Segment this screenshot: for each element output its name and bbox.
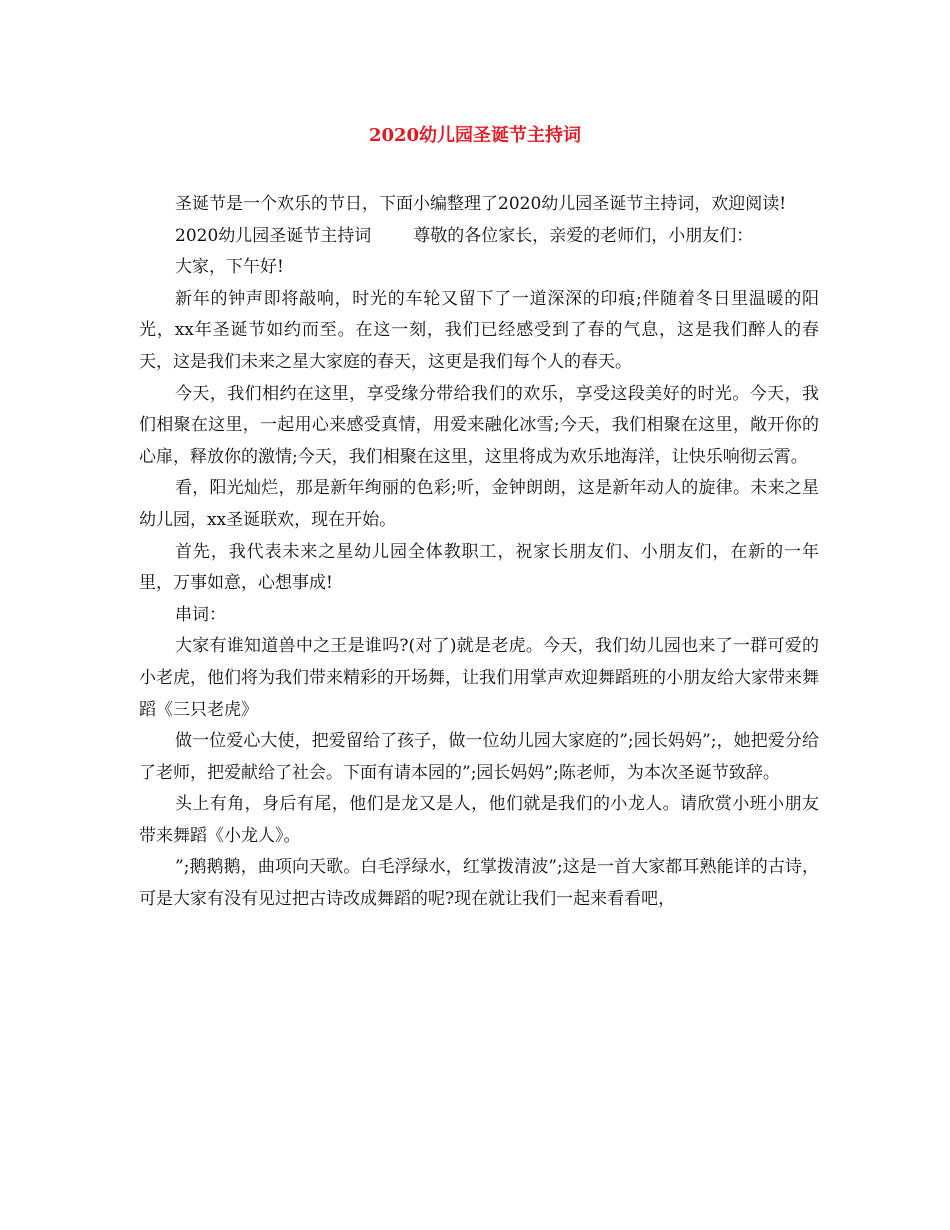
paragraph: 大家，下午好!: [175, 257, 284, 278]
heading-title-text: 2020幼儿园圣诞节主持词: [175, 225, 372, 246]
paragraph: 今天，我们相约在这里，享受缘分带给我们的欢乐，享受这段美好的时光。今天，我们相聚在这里，一起用心来感受真情，用爱来融化冰雪;今天，我们相聚在这里，敞开你的心扉，释放你的激情;今天，我们相聚在这里，这里将成为欢乐地海洋，让快乐响彻云霄。: [139, 383, 819, 467]
paragraph: 大家有谁知道兽中之王是谁吗?(对了)就是老虎。今天，我们幼儿园也来了一群可爱的小老虎，他们将为我们带来精彩的开场舞，让我们用掌声欢迎舞蹈班的小朋友给大家带来舞蹈《三只老虎》: [139, 636, 819, 720]
paragraph: 串词：: [175, 604, 226, 625]
intro-paragraph: 圣诞节是一个欢乐的节日，下面小编整理了2020幼儿园圣诞节主持词，欢迎阅读!: [175, 194, 787, 214]
greeting-text: 尊敬的各位家长，亲爱的老师们，小朋友们：: [413, 225, 754, 246]
document-body: [139, 189, 819, 916]
paragraph: 首先，我代表未来之星幼儿园全体教职工，祝家长朋友们、小朋友们，在新的一年里，万事如意，心想事成!: [139, 541, 819, 594]
paragraph: 看，阳光灿烂，那是新年绚丽的色彩;听，金钟朗朗，这是新年动人的旋律。未来之星幼儿园，xx圣诞联欢，现在开始。: [139, 478, 819, 530]
paragraph: 新年的钟声即将敲响，时光的车轮又留下了一道深深的印痕;伴随着冬日里温暖的阳光，xx年圣诞节如约而至。在这一刻，我们已经感受到了春的气息，这是我们醉人的春天，这是我们未来之星大家庭的春天，这更是我们每个人的春天。: [139, 288, 819, 372]
paragraph: 头上有角，身后有尾，他们是龙又是人，他们就是我们的小龙人。请欣赏小班小朋友带来舞蹈《小龙人》。: [139, 794, 819, 846]
paragraph: ”;鹅鹅鹅，曲项向天歌。白毛浮绿水，红掌拨清波”;这是一首大家都耳熟能详的古诗，可是大家有没有见过把古诗改成舞蹈的呢?现在就让我们一起来看看吧，: [139, 857, 819, 910]
paragraph: 做一位爱心大使，把爱留给了孩子，做一位幼儿园大家庭的”;园长妈妈”;，她把爱分给了老师，把爱献给了社会。下面有请本园的”;园长妈妈”;陈老师，为本次圣诞节致辞。: [139, 731, 819, 783]
heading-line: [139, 221, 819, 253]
document-title: 2020幼儿园圣诞节主持词: [368, 125, 582, 146]
